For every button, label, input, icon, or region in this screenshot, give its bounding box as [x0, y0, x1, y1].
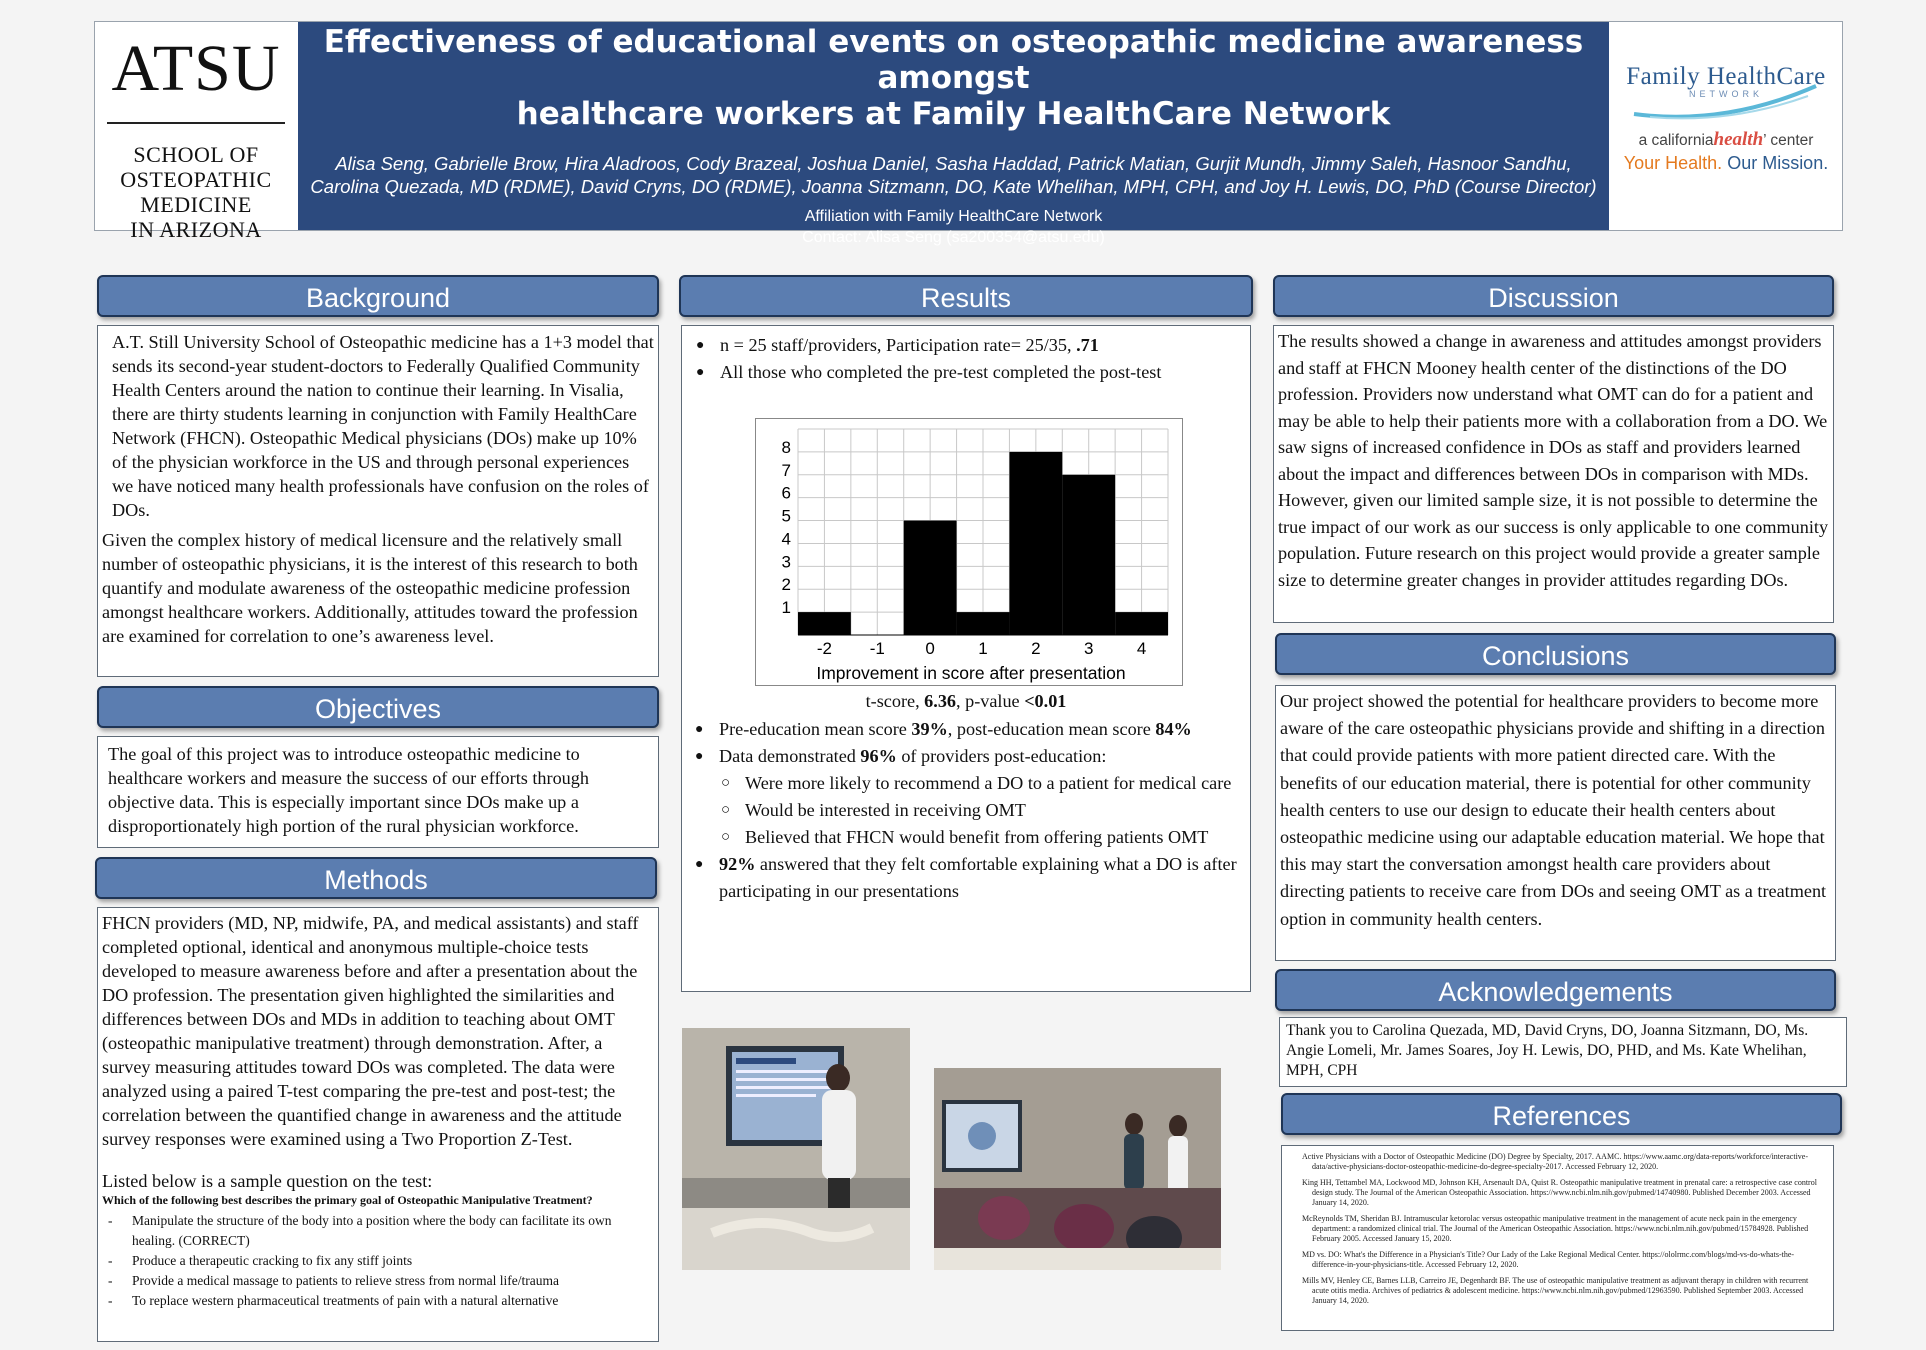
logo-divider [107, 122, 285, 124]
conclusions-box [1275, 685, 1836, 961]
methods-paragraph: FHCN providers (MD, NP, midwife, PA, and medical assistants) and staff completed optional, identical and anonymous multiple-choice tests developed to measure awareness before and after a presentation about the DO profession. The presentation given highlighted the similarities and differences between DOs and MDs in addition to teaching about OMT (osteopathic manipulative treatment) through demonstration. After, a survey measuring attitudes toward DOs was completed. The data were analyzed using a paired T-test comparing the pre-test and post-test; the correlation between the quantified change in awareness and the attitude survey responses were examined using a Two Proportion Z-Test. [102, 913, 639, 1149]
background-box [97, 325, 659, 677]
histogram-bar [1062, 475, 1115, 635]
y-tick-label: 7 [781, 460, 791, 480]
improvement-histogram [755, 418, 1183, 686]
reference-item: MD vs. DO: What's the Difference in a Physician's Title? Our Lady of the Lake Regional Medical Center. https://ololrmc.com/blogs/md-vs-do-whats-the-difference-in-your-physicians-title. Accessed February 12, 2020. [1302, 1250, 1795, 1269]
histogram-svg [756, 419, 1182, 685]
author-list: Alisa Seng, Gabrielle Brow, Hira Aladroos, Cody Brazeal, Joshua Daniel, Sasha Haddad, Patrick Matian, Gurjit Mundh, Jimmy Saleh, Hasnoor Sandhu, Carolina Quezada, MD (RDME), David Cryns, DO (RDME), Joanna Sitzmann, DO, Kate Whelihan, MPH, CPH, and Joy H. Lewis, DO, PhD (Course Director) [310, 153, 1597, 197]
presentation-photo-2 [934, 1068, 1221, 1270]
histogram-bar [1009, 452, 1062, 635]
methods-heading: Methods [95, 857, 657, 899]
list-item: ● n = 25 staff/providers, Participation rate= 25/35, .71 [720, 332, 1246, 359]
objectives-paragraph: The goal of this project was to introduce osteopathic medicine to healthcare workers and measure the success of our efforts through objective data. This is especially important since DOs make up a disproportionately high portion of the rural physician workforce. [108, 744, 589, 836]
sample-question-intro: Listed below is a sample question on the test: [102, 1171, 433, 1191]
references-heading: References [1281, 1093, 1842, 1135]
results-findings [691, 716, 1239, 905]
y-tick-label: 8 [781, 437, 791, 457]
logo-tagline: a californiahealth’ center [1638, 129, 1814, 150]
acknowledgements-heading: Acknowledgements [1275, 969, 1836, 1011]
title-band [298, 22, 1609, 246]
x-tick-label: -1 [869, 639, 885, 658]
discussion-paragraph: The results showed a change in awareness and attitudes amongst providers and staff at FHCN Mooney health center of the distinctions of the DO profession. Providers now understand what OMT can do for a patient and may be able to help their patients more with a collaboration from a DO. We saw signs of increased confidence in DOs as staff and providers learned about the impact and differences between DOs in comparison with MDs. However, given our limited sample size, it is not possible to determine the true impact of our work as our success is only applicable to one community population. Future research on this project would provide a greater sample size to determine greater changes in provider attitudes regarding DOs. [1278, 331, 1829, 590]
x-tick-label: 0 [925, 639, 935, 658]
atsu-logo [95, 22, 297, 242]
x-axis-label: Improvement in score after presentation [816, 663, 1126, 683]
results-heading: Results [679, 275, 1253, 317]
results-list [692, 332, 1246, 386]
x-tick-label: 3 [1083, 639, 1094, 658]
discussion-box [1273, 325, 1834, 623]
sample-question: Which of the following best describes the primary goal of Osteopathic Manipulative Treatment? [102, 1193, 593, 1207]
y-tick-label: 6 [781, 483, 791, 503]
list-item: ● Data demonstrated 96% of providers post-education: ○ Were more likely to recommend a DO to a patient for medical care ○ Would be interested in receiving OMT ○ Believed that FHCN would benefit from offering patients OMT [719, 743, 1239, 851]
t-test-stats: t-score, 6.36, p-value <0.01 [865, 691, 1067, 711]
histogram-bar [1115, 612, 1168, 635]
acknowledgements-paragraph: Thank you to Carolina Quezada, MD, David Cryns, DO, Joanna Sitzmann, DO, Ms. Angie Lomeli, Mr. James Soares, Joy H. Lewis, DO, PHD, and Ms. Kate Whelihan, MPH, CPH [1286, 1022, 1809, 1079]
reference-item: King HH, Tettambel MA, Lockwood MD, Johnson KH, Arsenault DA, Quist R. Osteopathic manipulative treatment in prenatal care: a retrospective case control design study. The Journal of the American Osteopathic Association. https://www.ncbi.nlm.nih.gov/pubmed/14740980. Published December 2003. Accessed January 14, 2020. [1302, 1178, 1817, 1207]
reference-item: Mills MV, Henley CE, Barnes LLB, Carreiro JE, Degenhardt BF. The use of osteopathic manipulative treatment as adjuvant therapy in children with recurrent acute otitis media. Archives of pediatrics & adolescent medicine. https://www.ncbi.nlm.nih.gov/pubmed/12963590. Published September 2003. Accessed January 14, 2020. [1302, 1276, 1809, 1305]
x-tick-label: 4 [1136, 639, 1147, 658]
list-item: ● 92% answered that they felt comfortable explaining what a DO is after participating in our presentations [719, 851, 1239, 905]
sample-question-options [102, 1211, 654, 1311]
reference-item: Active Physicians with a Doctor of Osteopathic Medicine (DO) Degree by Specialty, 2017. AAMC. https://www.aamc.org/data-reports/workforce/interactive-data/active-physicians-doctor-osteopathic-medicine-do-degree-specialty-2017. Accessed February 12, 2020. [1302, 1152, 1809, 1171]
y-tick-label: 2 [781, 575, 791, 595]
family-healthcare-logo: Family HealthCare NETWORK a californiahealth’ center Your Health. Our Mission. [1610, 22, 1842, 230]
x-tick-label: 2 [1031, 639, 1041, 658]
list-item: ○ Would be interested in receiving OMT [745, 797, 1239, 824]
conclusions-heading: Conclusions [1275, 633, 1836, 675]
y-tick-label: 4 [781, 529, 791, 549]
list-item: ● All those who completed the pre-test completed the post-test [720, 359, 1246, 386]
background-paragraph-2: Given the complex history of medical licensure and the relatively small number of osteopathic physicians, it is the interest of this research to both quantify and modulate awareness of the osteopathic medicine profession amongst healthcare workers. Additionally, attitudes toward the profession are examined for correlation to one’s awareness level. [102, 530, 638, 646]
list-item: ● Pre-education mean score 39%, post-education mean score 84% [719, 716, 1239, 743]
objectives-heading: Objectives [97, 686, 659, 728]
references-box [1281, 1145, 1834, 1331]
y-tick-label: 5 [781, 506, 791, 526]
acknowledgements-box [1279, 1017, 1847, 1087]
y-tick-label: 1 [781, 598, 791, 618]
atsu-wordmark: ATSU [111, 32, 281, 105]
histogram-bar [904, 521, 957, 635]
list-item: ○ Believed that FHCN would benefit from offering patients OMT [745, 824, 1239, 851]
poster-title: Effectiveness of educational events on osteopathic medicine awareness amongst healthcare workers at Family HealthCare Network [323, 24, 1584, 132]
poster-header [94, 21, 1843, 246]
discussion-heading: Discussion [1273, 275, 1834, 317]
methods-box [97, 907, 659, 1342]
background-heading: Background [97, 275, 659, 317]
affiliation: Affiliation with Family HealthCare Network Contact: Alisa Seng (sa200354@atsu.edu) [298, 206, 1609, 248]
list-item: - Provide a medical massage to patients to relieve stress from normal life/trauma [108, 1273, 559, 1288]
histogram-bar [798, 612, 851, 635]
y-tick-label: 3 [781, 552, 791, 572]
list-item: - Produce a therapeutic cracking to fix any stiff joints [108, 1253, 413, 1268]
x-tick-label: 1 [978, 639, 988, 658]
x-tick-label: -2 [816, 639, 832, 658]
list-item: ○ Were more likely to recommend a DO to a patient for medical care [745, 770, 1239, 797]
logo-mission: Your Health. Our Mission. [1623, 153, 1829, 173]
school-name: SCHOOL OF OSTEOPATHIC MEDICINE IN ARIZONA [120, 142, 272, 242]
list-item: - To replace western pharmaceutical treatments of pain with a natural alternative [108, 1293, 559, 1308]
presentation-photo-1 [682, 1028, 910, 1270]
objectives-box [97, 736, 659, 848]
background-paragraph-1: A.T. Still University School of Osteopathic medicine has a 1+3 model that sends its second-year student-doctors to Federally Qualified Community Health Centers around the nation to continue their learning. In Visalia, there are thirty students learning in conjunction with Family HealthCare Network (FHCN). Osteopathic Medical physicians (DOs) make up 10% of the physician workforce in the US and through personal experiences we have noticed many health professionals have confusion on the roles of DOs. [112, 332, 654, 520]
contact-email: Contact: Alisa Seng (sa200354@atsu.edu) [802, 229, 1105, 246]
list-item: - Manipulate the structure of the body into a position where the body can facilitate its own healing. (CORRECT) [108, 1213, 612, 1248]
reference-item: McReynolds TM, Sheridan BJ. Intramuscular ketorolac versus osteopathic manipulative treatment in the management of acute neck pain in the emergency department: a randomized clinical trial. The Journal of the American Osteopathic Association. https://www.ncbi.nlm.nih.gov/pubmed/15784928. Published February 2005. Accessed January 15, 2020. [1302, 1214, 1809, 1243]
conclusions-paragraph: Our project showed the potential for healthcare providers to become more aware of the care osteopathic physicians provide and shifting in a direction that could provide patients with more patient directed care. With the benefits of our education material, there is potential for other community health centers to use our design to educate their health centers about osteopathic medicine using our adaptable education material. We hope that this may start the conversation amongst health care providers about directing patients to receive care from DOs and seeing OMT as a treatment option in community health centers. [1280, 691, 1827, 929]
histogram-bar [957, 612, 1010, 635]
